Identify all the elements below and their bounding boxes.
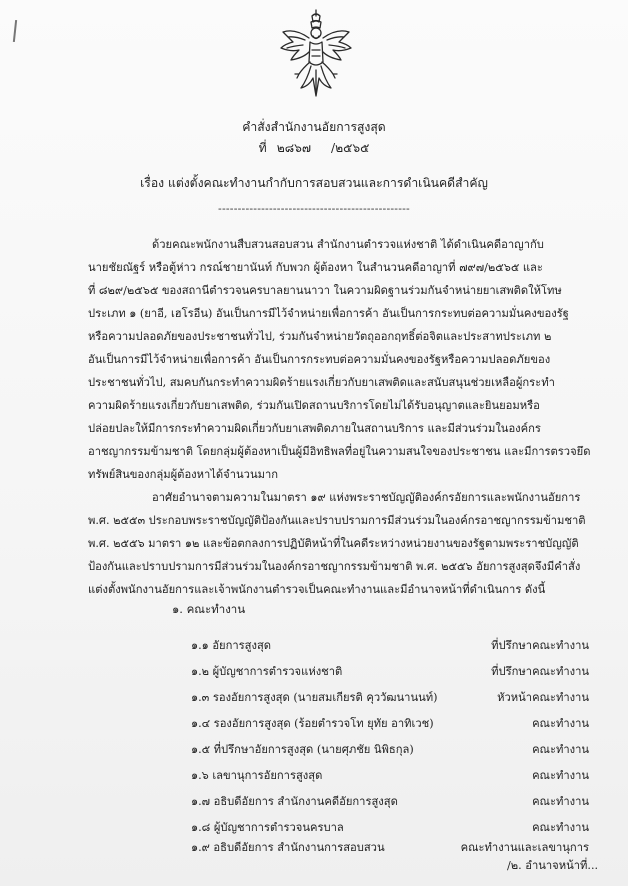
member-role: คณะทำงาน bbox=[532, 769, 589, 782]
member-role: คณะทำงาน bbox=[532, 795, 589, 808]
member-role: คณะทำงาน bbox=[532, 717, 589, 730]
number-value: ๒๘๖๗ bbox=[276, 141, 312, 155]
member-name: ๑.๓ รองอัยการสูงสุด (นายสมเกียรติ คุววัฒนานนท์) bbox=[191, 691, 438, 704]
paragraph-line: ที่ ๘๒๙/๒๕๖๕ ของสถานีตำรวจนครบาลยานนาวา ในความผิดฐานร่วมกันจำหน่ายยาเสพติดให้โทษ bbox=[88, 284, 562, 297]
section-heading-working-group: ๑. คณะทำงาน bbox=[172, 602, 246, 616]
member-role: คณะทำงานและเลขานุการ bbox=[460, 841, 589, 854]
paragraph-background bbox=[88, 233, 598, 486]
member-name: ๑.๙ อธิบดีอัยการ สำนักงานการสอบสวน bbox=[191, 841, 385, 854]
member-row bbox=[191, 714, 589, 732]
member-row bbox=[191, 740, 589, 758]
member-role: หัวหน้าคณะทำงาน bbox=[497, 691, 589, 704]
paragraph-line: อันเป็นการมีไว้จำหน่ายเพื่อการค้า อันเป็นการกระทบต่อความมั่นคงของรัฐหรือความปลอดภัยของ bbox=[88, 353, 551, 366]
paragraph-line: ประชาชนทั่วไป, สมคบกันกระทำความผิดร้ายแรงเกี่ยวกับยาเสพติดและสนับสนุนช่วยเหลือผู้กระทำ bbox=[88, 376, 555, 389]
member-name: ๑.๔ รองอัยการสูงสุด (ร้อยตำรวจโท ยุทัย อาทิเวช) bbox=[191, 717, 434, 730]
member-name: ๑.๘ ผู้บัญชาการตำรวจนครบาล bbox=[191, 821, 344, 834]
paragraph-authority bbox=[88, 486, 598, 601]
paragraph-line: ทรัพย์สินของกลุ่มผู้ต้องหาได้จำนวนมาก bbox=[88, 468, 279, 481]
number-year: /๒๕๖๕ bbox=[331, 141, 370, 155]
member-role: คณะทำงาน bbox=[532, 743, 589, 756]
member-role: คณะทำงาน bbox=[532, 821, 589, 834]
member-row bbox=[191, 662, 589, 680]
paragraph-line: อาชญากรรมข้ามชาติ โดยกลุ่มผู้ต้องหาเป็นผู้มีอิทธิพลที่อยู่ในความสนใจของประชาชน และมีการตรวจยึด bbox=[88, 445, 591, 458]
member-row bbox=[191, 818, 589, 836]
divider-line: ------------------------------------------------- bbox=[218, 202, 410, 215]
paragraph-line: ความผิดร้ายแรงเกี่ยวกับยาเสพติด, ร่วมกันเปิดสถานบริการโดยไม่ได้รับอนุญาตและยินยอมหรือ bbox=[88, 399, 540, 412]
member-row bbox=[191, 766, 589, 784]
document-subject: เรื่อง แต่งตั้งคณะทำงานกำกับการสอบสวนและการดำเนินคดีสำคัญ bbox=[140, 176, 488, 190]
member-role: ที่ปรึกษาคณะทำงาน bbox=[491, 665, 589, 678]
member-row bbox=[191, 688, 589, 706]
paragraph-line: อาศัยอำนาจตามความในมาตรา ๑๙ แห่งพระราชบัญญัติองค์กรอัยการและพนักงานอัยการ bbox=[152, 491, 581, 504]
paragraph-line: ประเภท ๑ (ยาอี, เฮโรอีน) อันเป็นการมีไว้จำหน่ายเพื่อการค้า อันเป็นการกระทบต่อความมั่นคงของรัฐ bbox=[88, 307, 569, 320]
paragraph-line: พ.ศ. ๒๕๕๓ ประกอบพระราชบัญญัติป้องกันและปราบปรามการมีส่วนร่วมในองค์กรอาชญากรรมข้ามชาติ bbox=[88, 514, 586, 527]
paragraph-line: ปล่อยปละให้มีการกระทำความผิดเกี่ยวกับยาเสพติดภายในสถานบริการ และมีส่วนร่วมในองค์กร bbox=[88, 422, 541, 435]
member-row bbox=[191, 636, 589, 654]
paragraph-line: นายชัยณัฐร์ หรือตู้ห่าว กรณ์ชายานันท์ กับพวก ผู้ต้องหา ในสำนวนคดีอาญาที่ ๗๙๗/๒๕๖๕ และ bbox=[88, 261, 543, 274]
continuation-note: /๒. อำนาจหน้าที่... bbox=[507, 859, 599, 872]
number-prefix: ที่ bbox=[258, 141, 267, 155]
document-title: คำสั่งสำนักงานอัยการสูงสุด bbox=[242, 120, 386, 134]
member-row bbox=[191, 792, 589, 810]
garuda-emblem-icon bbox=[275, 8, 357, 98]
order-number bbox=[0, 140, 628, 156]
member-name: ๑.๖ เลขานุการอัยการสูงสุด bbox=[191, 769, 323, 782]
member-name: ๑.๒ ผู้บัญชาการตำรวจแห่งชาติ bbox=[191, 665, 343, 678]
paragraph-line: แต่งตั้งพนักงานอัยการและเจ้าพนักงานตำรวจเป็นคณะทำงานและมีอำนาจหน้าที่ดำเนินการ ดังนี้ bbox=[88, 583, 546, 596]
member-row bbox=[191, 838, 589, 856]
paragraph-line: ป้องกันและปราบปรามการมีส่วนร่วมในองค์กรอาชญากรรมข้ามชาติ พ.ศ. ๒๕๕๖ อัยการสูงสุดจึงมีคำสั่ง bbox=[88, 560, 581, 573]
scan-edge-mark bbox=[13, 20, 17, 42]
paragraph-line: หรือความปลอดภัยของประชาชนทั่วไป, ร่วมกันจำหน่ายวัตถุออกฤทธิ์ต่อจิตและประสาทประเภท ๒ bbox=[88, 330, 552, 343]
paragraph-line: ด้วยคณะพนักงานสืบสวนสอบสวน สำนักงานตำรวจแห่งชาติ ได้ดำเนินคดีอาญากับ bbox=[152, 238, 544, 251]
member-role: ที่ปรึกษาคณะทำงาน bbox=[491, 639, 589, 652]
member-name: ๑.๕ ที่ปรึกษาอัยการสูงสุด (นายศุภชัย นิพิธกุล) bbox=[191, 743, 414, 756]
paragraph-line: พ.ศ. ๒๕๕๖ มาตรา ๑๒ และข้อตกลงการปฏิบัติหน้าที่ในคดีระหว่างหน่วยงานของรัฐตามพระราชบัญญัติ bbox=[88, 537, 579, 550]
member-name: ๑.๗ อธิบดีอัยการ สำนักงานคดีอัยการสูงสุด bbox=[191, 795, 398, 808]
member-name: ๑.๑ อัยการสูงสุด bbox=[191, 639, 272, 652]
